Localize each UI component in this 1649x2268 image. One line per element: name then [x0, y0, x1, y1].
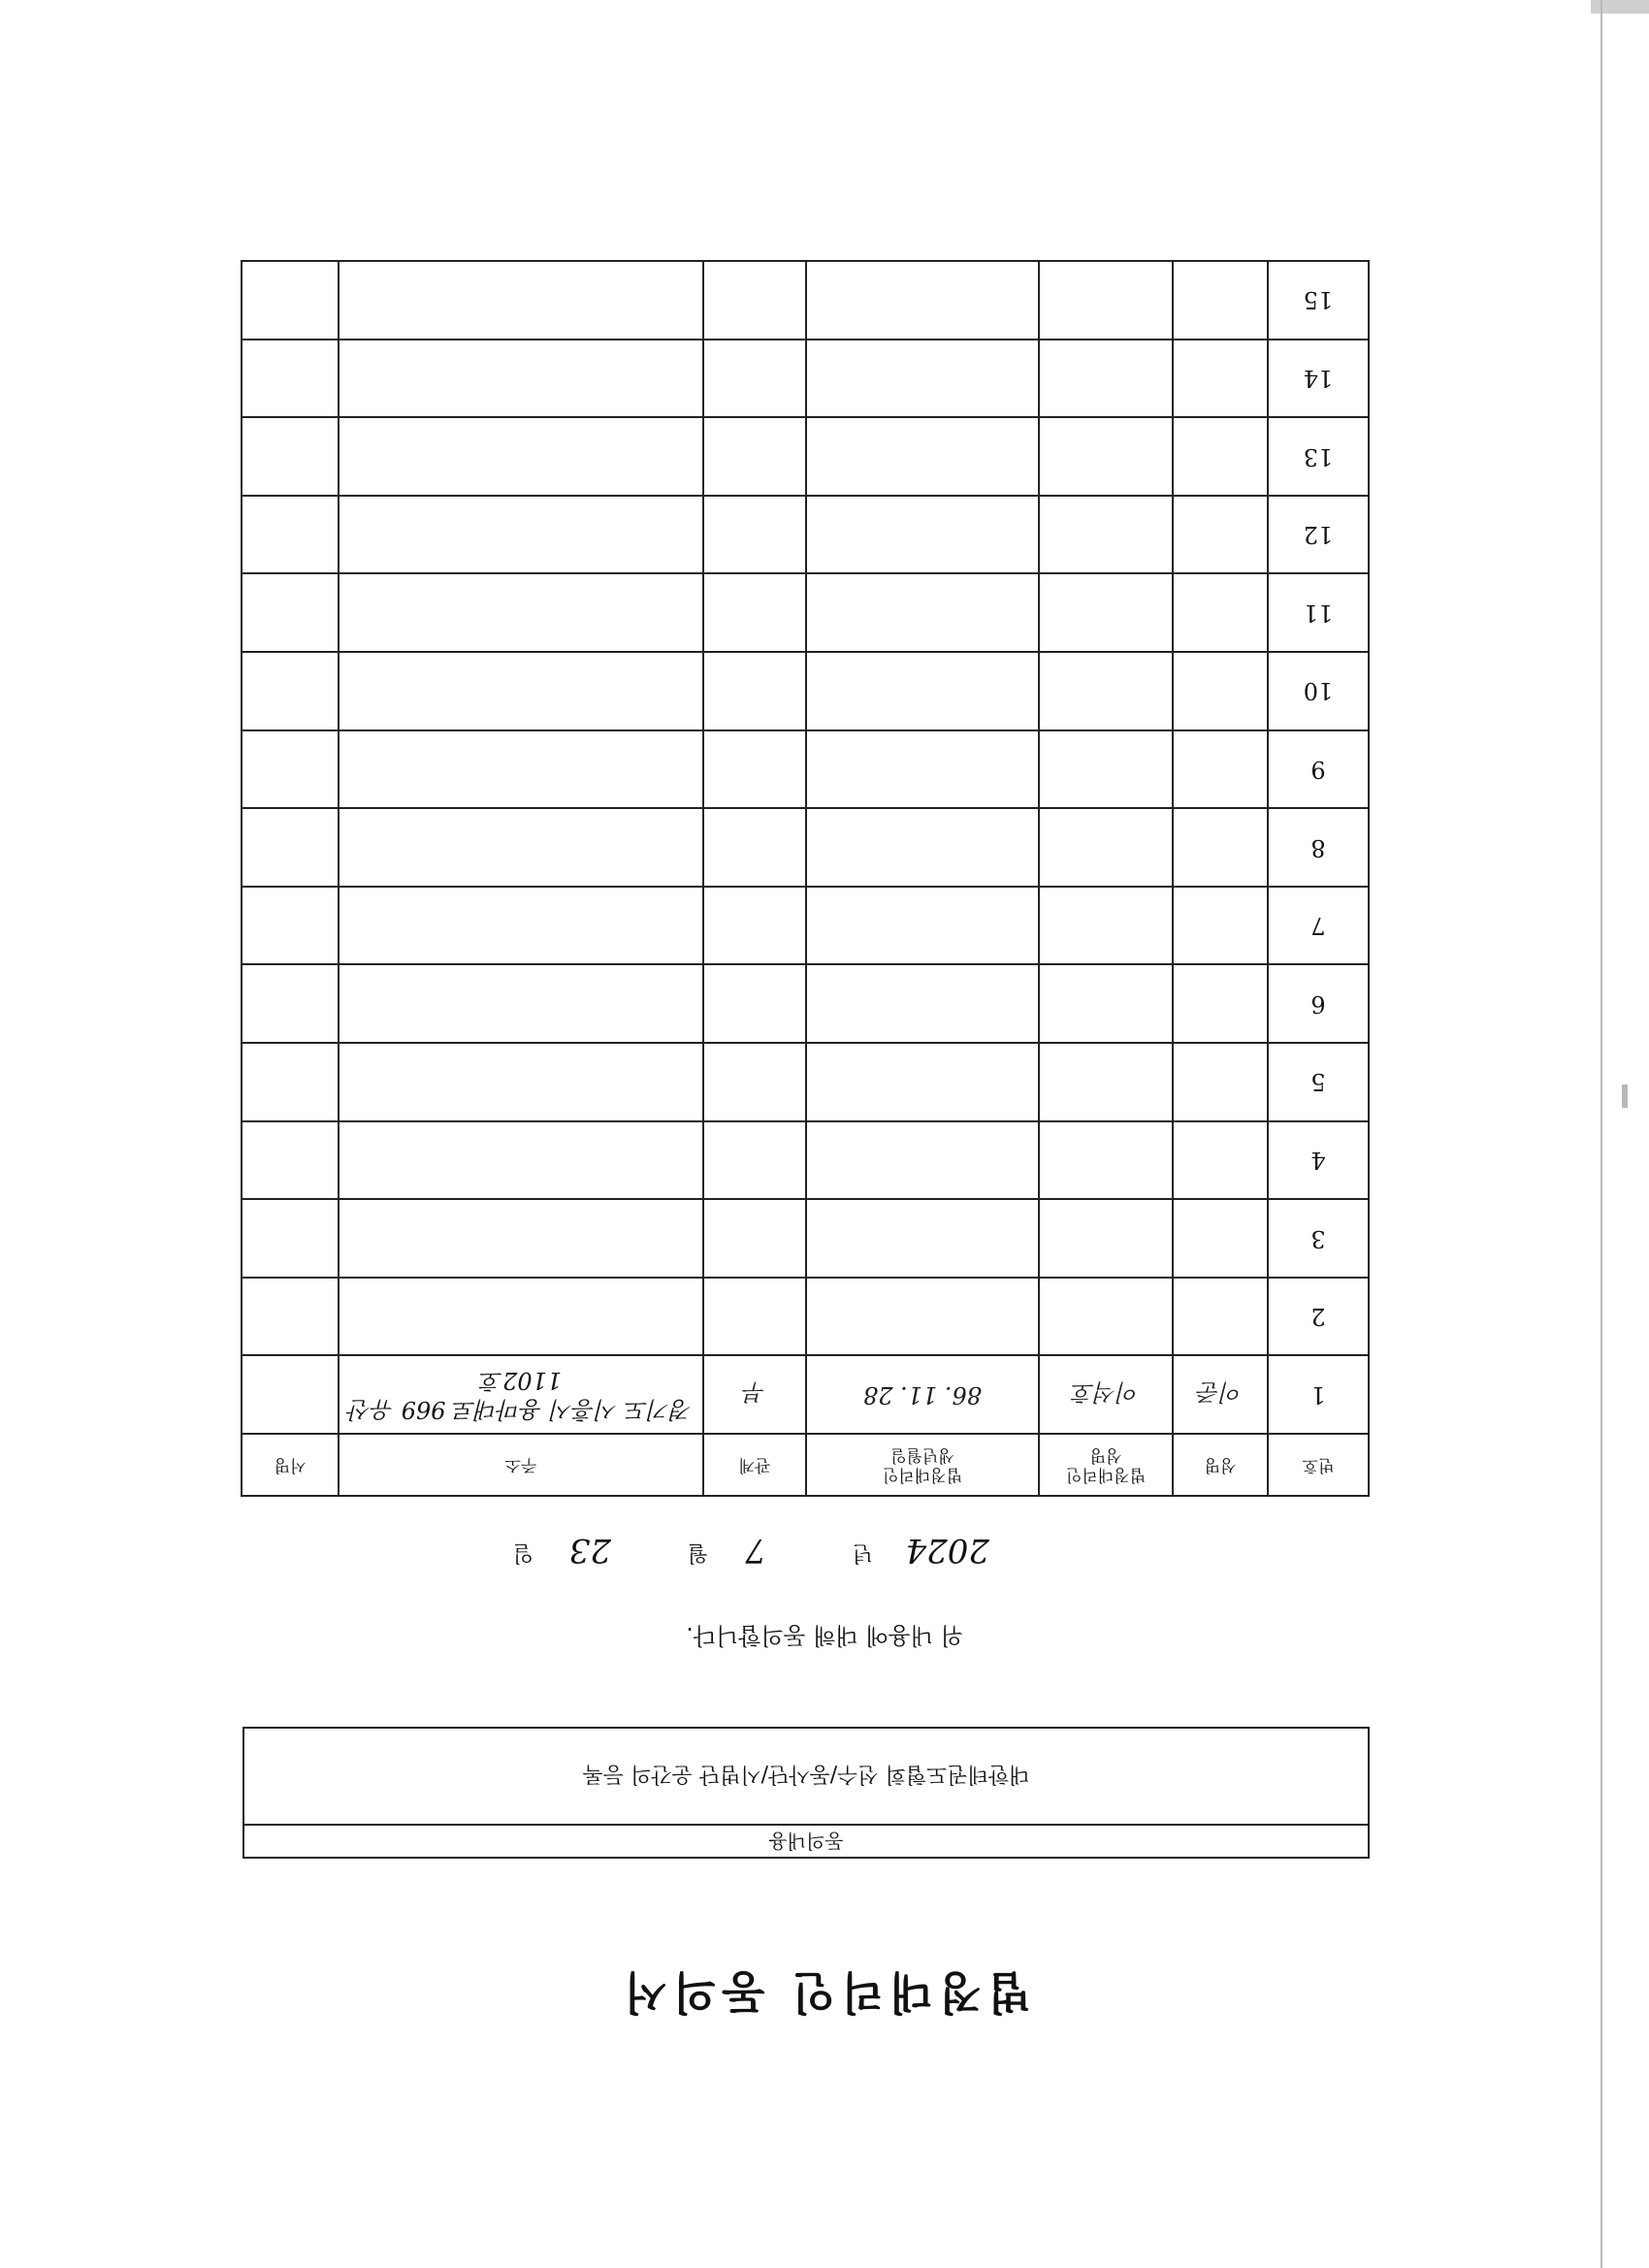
cell-address	[339, 887, 703, 965]
cell-signature	[242, 887, 339, 965]
cell-relation	[703, 573, 806, 652]
cell-name	[1173, 1043, 1268, 1121]
cell-relation	[703, 1278, 806, 1356]
cell-relation	[703, 808, 806, 887]
cell-guardian-name	[1039, 730, 1173, 809]
cell-address	[339, 808, 703, 887]
cell-number: 14	[1268, 340, 1369, 418]
cell-address	[339, 496, 703, 574]
cell-name	[1173, 1199, 1268, 1278]
cell-name	[1173, 808, 1268, 887]
cell-guardian-birth	[806, 261, 1039, 340]
cell-number: 8	[1268, 808, 1369, 887]
cell-address	[339, 340, 703, 418]
cell-address	[339, 730, 703, 809]
cell-name	[1173, 964, 1268, 1043]
cell-signature	[242, 808, 339, 887]
cell-guardian-name	[1039, 1043, 1173, 1121]
cell-guardian-name: 이석호	[1039, 1355, 1173, 1434]
table-row	[242, 964, 1369, 1043]
cell-address	[339, 573, 703, 652]
header-guardian-birth: 법정대리인 생년월일	[806, 1434, 1039, 1496]
cell-guardian-birth: 86. 11. 28	[806, 1355, 1039, 1434]
cell-relation	[703, 417, 806, 496]
cell-signature	[242, 496, 339, 574]
cell-name	[1173, 417, 1268, 496]
table-row	[242, 652, 1369, 730]
table-row	[242, 1278, 1369, 1356]
date-year-unit: 년	[852, 1540, 873, 1565]
cell-guardian-birth	[806, 1043, 1039, 1121]
cell-signature	[242, 261, 339, 340]
header-address: 주소	[339, 1434, 703, 1496]
cell-guardian-name	[1039, 964, 1173, 1043]
header-guardian-name: 법정대리인 성명	[1039, 1434, 1173, 1496]
cell-relation	[703, 261, 806, 340]
cell-name	[1173, 573, 1268, 652]
cell-relation	[703, 652, 806, 730]
cell-address: 경기도 시흥시 용마대로 969 유산 1102호	[339, 1355, 703, 1434]
cell-name	[1173, 730, 1268, 809]
cell-guardian-birth	[806, 887, 1039, 965]
cell-number: 12	[1268, 496, 1369, 574]
cell-name	[1173, 496, 1268, 574]
cell-signature	[242, 340, 339, 418]
cell-address	[339, 417, 703, 496]
cell-guardian-birth	[806, 1199, 1039, 1278]
cell-guardian-name	[1039, 496, 1173, 574]
table-row	[242, 808, 1369, 887]
agreement-text: 위 내용에 대해 동의합니다.	[686, 1622, 963, 1649]
cell-address	[339, 652, 703, 730]
cell-signature	[242, 417, 339, 496]
cell-number: 11	[1268, 573, 1369, 652]
cell-number: 2	[1268, 1278, 1369, 1356]
cell-number: 7	[1268, 887, 1369, 965]
consent-content-box	[242, 1727, 1370, 1859]
cell-name	[1173, 340, 1268, 418]
header-number: 번호	[1268, 1434, 1369, 1496]
table-row	[242, 417, 1369, 496]
cell-guardian-birth	[806, 417, 1039, 496]
cell-address	[339, 1043, 703, 1121]
cell-guardian-name	[1039, 808, 1173, 887]
cell-guardian-name	[1039, 417, 1173, 496]
table-row	[242, 340, 1369, 418]
cell-guardian-birth	[806, 652, 1039, 730]
cell-name	[1173, 261, 1268, 340]
cell-signature	[242, 1199, 339, 1278]
table-row	[242, 261, 1369, 340]
table-row	[242, 1355, 1369, 1434]
table-row	[242, 1199, 1369, 1278]
date-day-unit: 일	[512, 1540, 534, 1565]
cell-number: 4	[1268, 1121, 1369, 1200]
guardian-table	[241, 260, 1370, 1497]
cell-guardian-birth	[806, 1121, 1039, 1200]
date-day: 23	[568, 1531, 611, 1570]
cell-signature	[242, 1121, 339, 1200]
cell-guardian-name	[1039, 1278, 1173, 1356]
cell-signature	[242, 1043, 339, 1121]
cell-name	[1173, 1278, 1268, 1356]
cell-guardian-name	[1039, 573, 1173, 652]
cell-number: 15	[1268, 261, 1369, 340]
cell-guardian-name	[1039, 340, 1173, 418]
cell-relation	[703, 964, 806, 1043]
cell-signature	[242, 573, 339, 652]
cell-address	[339, 964, 703, 1043]
cell-guardian-name	[1039, 1121, 1173, 1200]
consent-text: 대한테권도협회 선수/동사단/시범단 운간의 등록	[582, 1762, 1030, 1787]
table-row	[242, 496, 1369, 574]
cell-address	[339, 1121, 703, 1200]
cell-relation: 부	[703, 1355, 806, 1434]
cell-address	[339, 1278, 703, 1356]
cell-signature	[242, 1355, 339, 1434]
cell-signature	[242, 652, 339, 730]
cell-guardian-name	[1039, 887, 1173, 965]
cell-number: 10	[1268, 652, 1369, 730]
cell-address	[339, 1199, 703, 1278]
cell-name	[1173, 1121, 1268, 1200]
date-line	[475, 1531, 1018, 1589]
cell-number: 6	[1268, 964, 1369, 1043]
cell-signature	[242, 964, 339, 1043]
cell-number: 1	[1268, 1355, 1369, 1434]
date-month-unit: 월	[687, 1540, 708, 1565]
cell-relation	[703, 1199, 806, 1278]
cell-relation	[703, 1043, 806, 1121]
table-row	[242, 887, 1369, 965]
cell-guardian-birth	[806, 496, 1039, 574]
document-title: 법정대리인 동의서	[618, 1966, 1031, 2019]
cell-relation	[703, 496, 806, 574]
table-row	[242, 1043, 1369, 1121]
cell-number: 5	[1268, 1043, 1369, 1121]
cell-number: 3	[1268, 1199, 1369, 1278]
cell-guardian-name	[1039, 1199, 1173, 1278]
cell-signature	[242, 730, 339, 809]
cell-guardian-name	[1039, 261, 1173, 340]
consent-heading: 동의내용	[244, 1824, 1368, 1857]
cell-relation	[703, 730, 806, 809]
header-name: 성명	[1173, 1434, 1268, 1496]
cell-guardian-birth	[806, 808, 1039, 887]
header-relation: 관계	[703, 1434, 806, 1496]
cell-name: 이준	[1173, 1355, 1268, 1434]
cell-name	[1173, 887, 1268, 965]
cell-name	[1173, 652, 1268, 730]
cell-guardian-birth	[806, 730, 1039, 809]
cell-address	[339, 261, 703, 340]
table-header-row	[242, 1434, 1369, 1496]
cell-guardian-birth	[806, 1278, 1039, 1356]
table-row	[242, 573, 1369, 652]
cell-guardian-birth	[806, 573, 1039, 652]
cell-guardian-name	[1039, 652, 1173, 730]
cell-relation	[703, 1121, 806, 1200]
cell-guardian-birth	[806, 340, 1039, 418]
date-month: 7	[745, 1531, 766, 1570]
table-row	[242, 730, 1369, 809]
date-year: 2024	[905, 1531, 989, 1570]
cell-signature	[242, 1278, 339, 1356]
header-signature: 서명	[242, 1434, 339, 1496]
cell-number: 9	[1268, 730, 1369, 809]
cell-number: 13	[1268, 417, 1369, 496]
table-row	[242, 1121, 1369, 1200]
cell-relation	[703, 887, 806, 965]
cell-guardian-birth	[806, 964, 1039, 1043]
cell-relation	[703, 340, 806, 418]
